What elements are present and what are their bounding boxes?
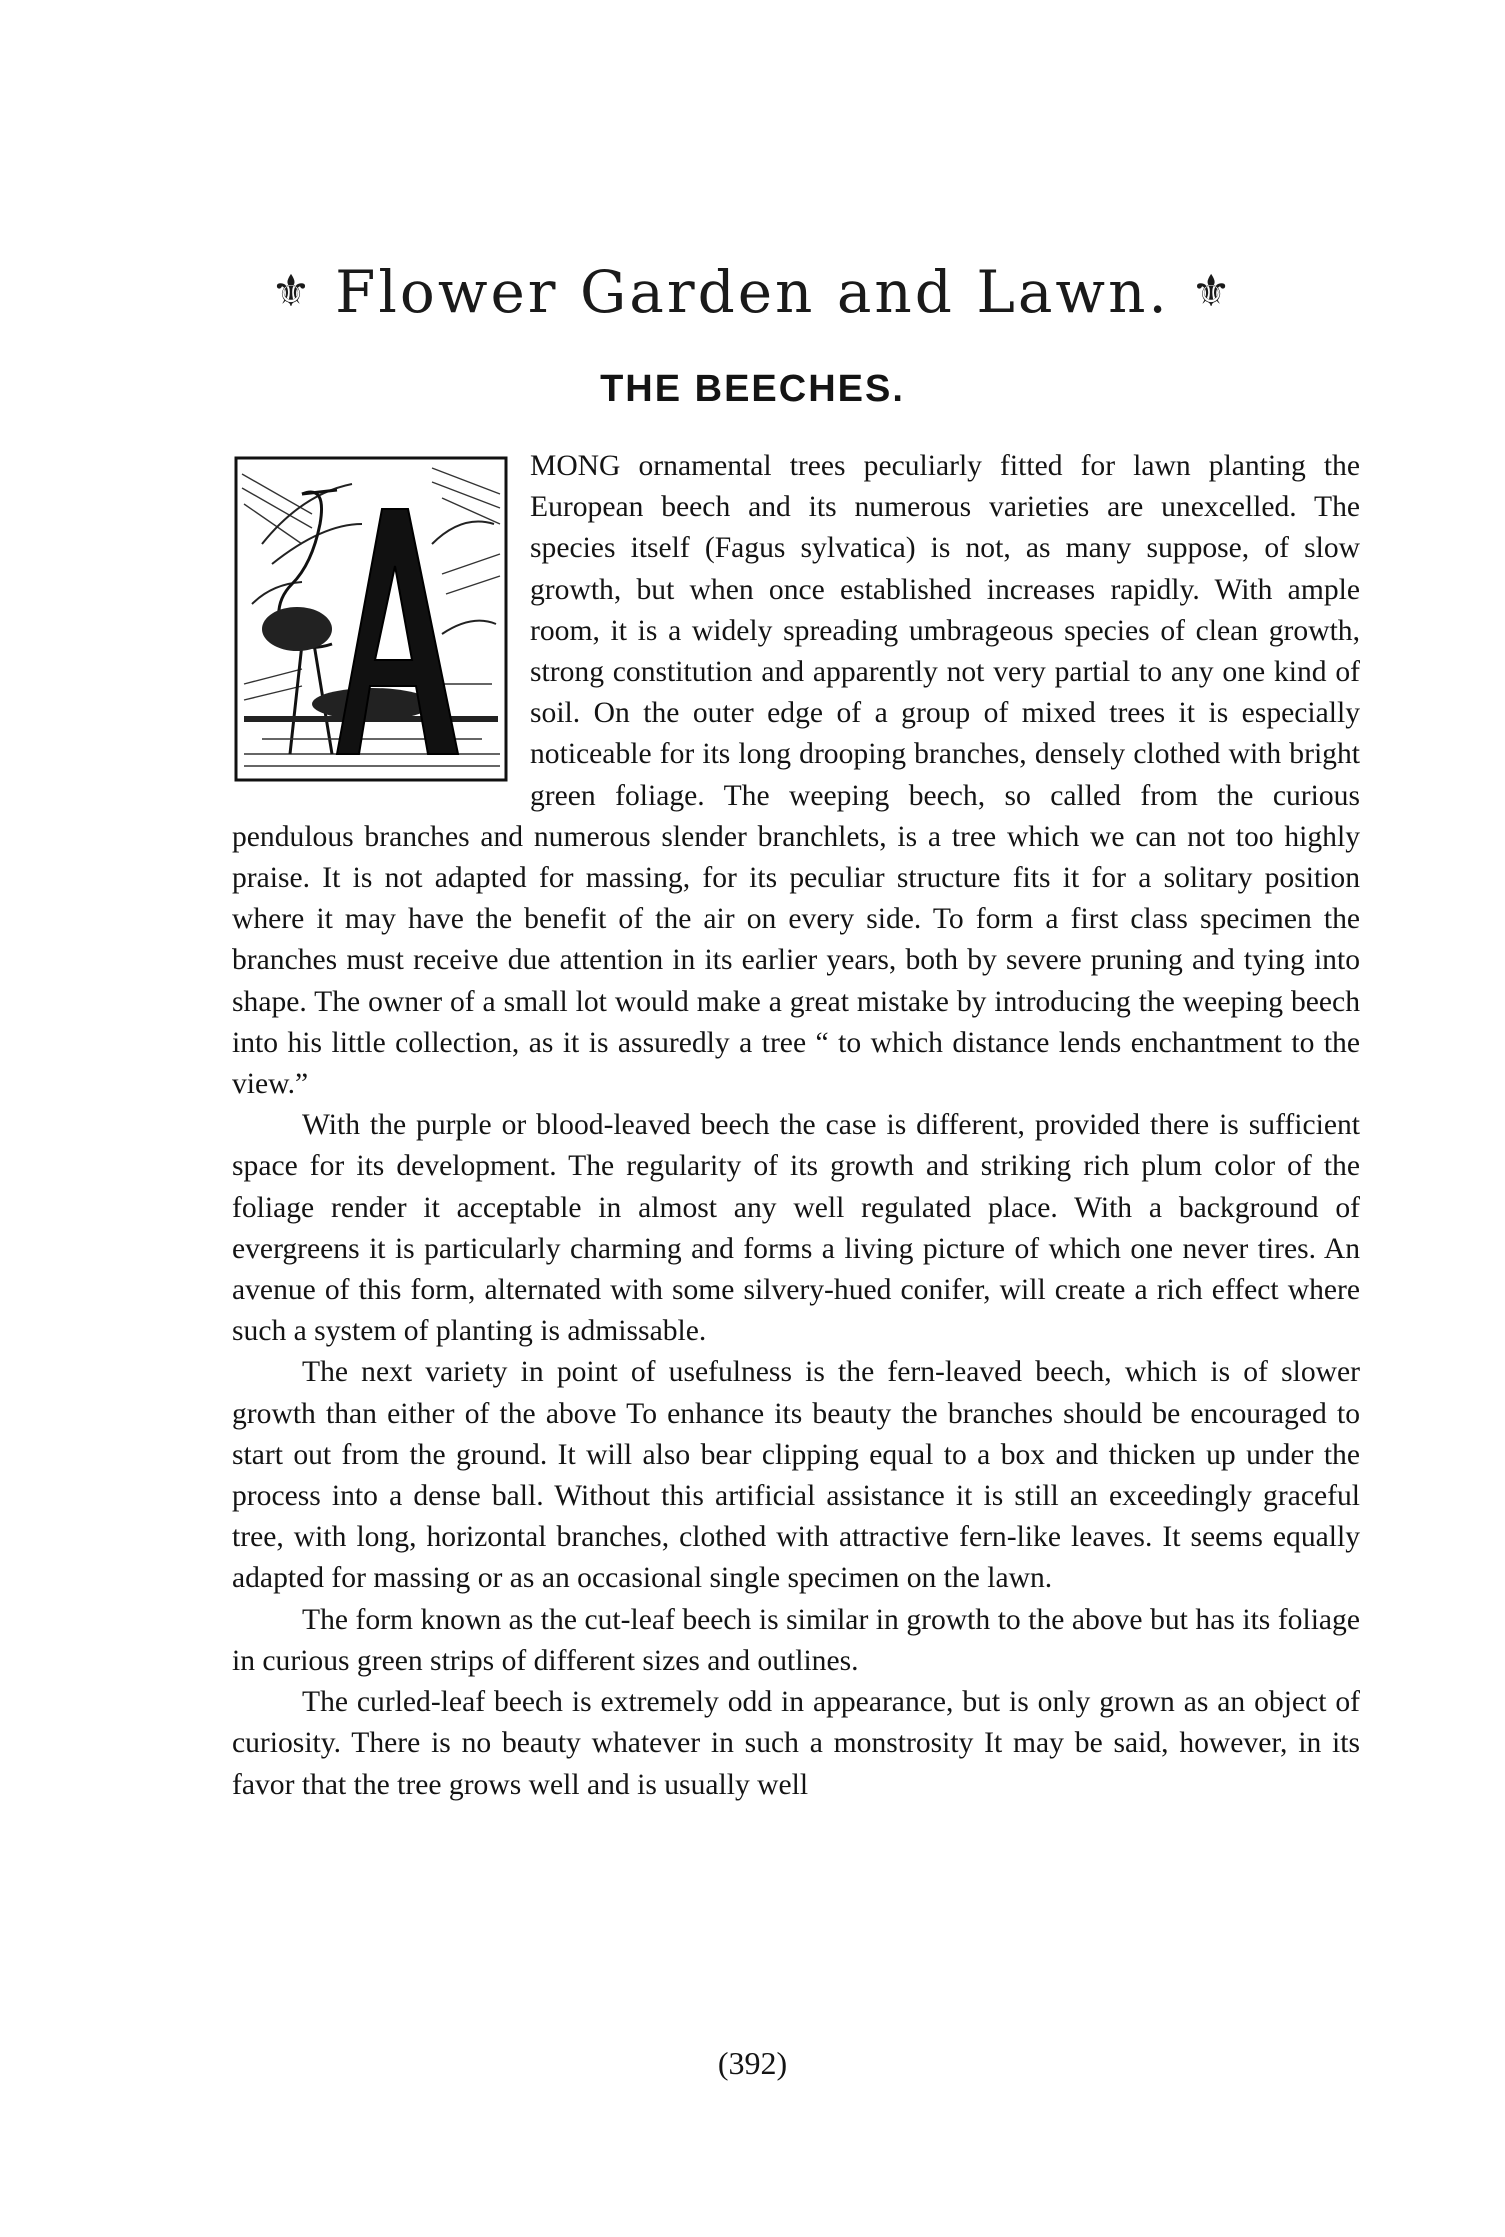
- fleuron-right-icon: ⚜: [1191, 266, 1234, 317]
- paragraph: With the purple or blood-leaved beech the case is different, provided there is sufficient space for its development. The regularity of its growth and striking rich plum color of the foliage render it acceptable in almost any well regulated place. With a background of evergreens it is particularly charming and forms a living picture of which one never tires. An avenue of this form, alternated with some silvery-hued conifer, will create a rich effect where such a system of planting is admissable.: [232, 1109, 1360, 1348]
- paragraph: [232, 446, 1360, 1105]
- paragraph: The form known as the cut-leaf beech is similar in growth to the above but has its foliage in curious green strips of different sizes and outlines.: [232, 1603, 1360, 1677]
- paragraph: The curled-leaf beech is extremely odd in appearance, but is only grown as an object of curiosity. There is no beauty whatever in such a monstrosity It may be said, however, in its favor that the tree grows well and is usually well: [232, 1686, 1360, 1801]
- article-body: [232, 446, 1360, 1806]
- running-head: [0, 258, 1505, 326]
- paragraph-text: MONG ornamental trees peculiarly fitted for lawn planting the European beech and its numerous varieties are unexcelled. The species itself (Fagus sylvatica) is not, as many suppose, of slow growth, but when once established increases rapidly. With ample room, it is a widely spreading umbrageous species of clean growth, strong constitution and apparently not very partial to any one kind of soil. On the outer edge of a group of mixed trees it is especially noticeable for its long drooping branches, densely clothed with bright green foliage. The weeping beech, so called from the curious pendulous branches and numerous slender branchlets, is a tree which we can not too highly praise. It is not adapted for massing, for its peculiar structure fits it for a solitary position where it may have the benefit of the air on every side. To form a first class specimen the branches must receive due attention in its earlier years, both by severe pruning and tying into shape. The owner of a small lot would make a great mistake by introducing the weeping beech into his little collection, as it is assuredly a tree “ to which distance lends enchantment to the view.”: [232, 450, 1360, 1101]
- paragraph: The next variety in point of usefulness is the fern-leaved beech, which is of slower growth than either of the above To enhance its beauty the branches should be encouraged to start out from the ground. It will also bear clipping equal to a box and thicken up under the process into a dense ball. Without this artificial assistance it is still an exceedingly graceful tree, with long, horizontal branches, clothed with attractive fern-like leaves. It seems equally adapted for massing or as an occasional single specimen on the lawn.: [232, 1356, 1360, 1595]
- drop-cap-letter: A: [232, 454, 233, 455]
- page-number: (392): [717, 2045, 788, 2081]
- running-head-text: Flower Garden and Lawn.: [335, 258, 1170, 326]
- fleuron-left-icon: ⚜: [271, 266, 314, 317]
- article-title: THE BEECHES.: [600, 368, 905, 410]
- drop-cap-illustration: [232, 454, 510, 790]
